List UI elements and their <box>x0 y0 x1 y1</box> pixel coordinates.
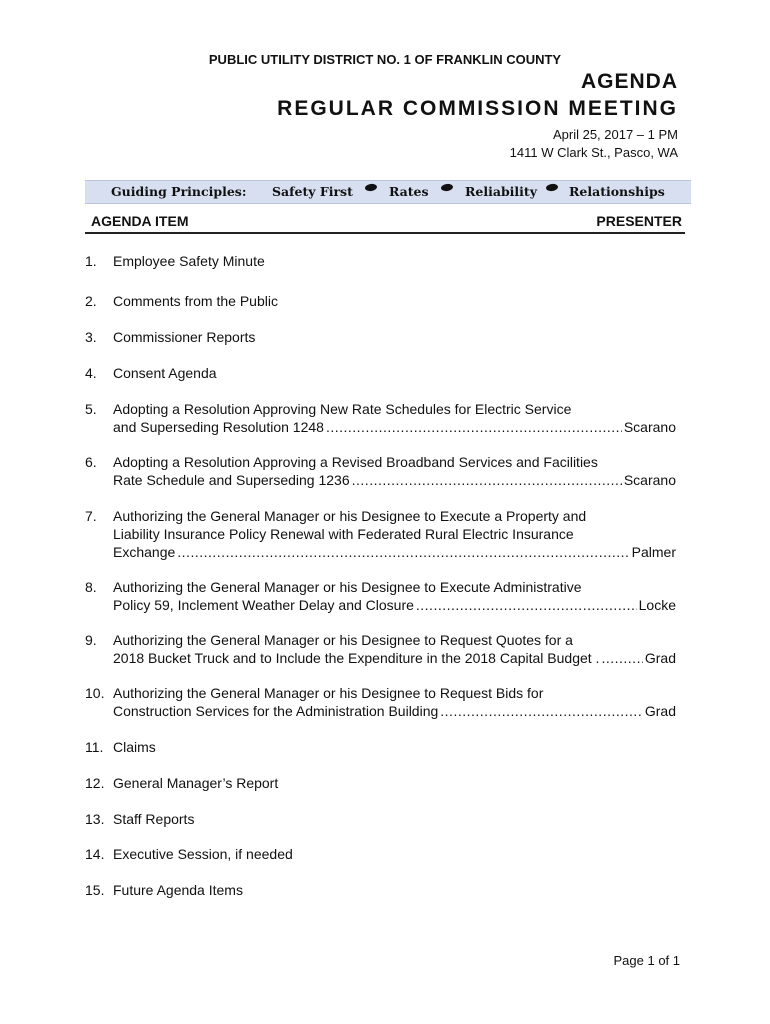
principle-rates: Rates <box>389 184 429 199</box>
agenda-item-number: 14. <box>85 846 105 862</box>
agenda-item-number: 11. <box>85 739 104 755</box>
guiding-principles-label: Guiding Principles: <box>111 184 247 199</box>
dot-leader <box>326 418 622 436</box>
agenda-item-text <box>113 400 676 436</box>
agenda-item-line: Executive Session, if needed <box>113 846 293 862</box>
meeting-title: REGULAR COMMISSION MEETING <box>277 97 678 120</box>
dot-leader <box>416 596 637 614</box>
dot-leader <box>352 471 622 489</box>
agenda-item-line: and Superseding Resolution 1248 <box>113 419 324 435</box>
agenda-title: AGENDA <box>580 70 678 93</box>
agenda-item-number: 6. <box>85 454 97 470</box>
agenda-item-number: 8. <box>85 579 97 595</box>
agenda-item-number: 10. <box>85 685 105 701</box>
agenda-item-text <box>113 292 676 310</box>
agenda-item-number: 4. <box>85 365 97 381</box>
agenda-item-presenter: Scarano <box>623 419 676 435</box>
agenda-item-line: Construction Services for the Administration Building <box>113 703 439 719</box>
agenda-item-line: Authorizing the General Manager or his Designee to Request Bids for <box>113 685 544 701</box>
agenda-item-header: AGENDA ITEM <box>91 213 189 229</box>
agenda-item-text <box>113 738 676 756</box>
agenda-item-line: Adopting a Resolution Approving a Revised Broadband Services and Facilities <box>113 454 598 470</box>
agenda-item-text <box>113 684 676 720</box>
agenda-item-line: Future Agenda Items <box>113 882 243 898</box>
agenda-item-line: Authorizing the General Manager or his Designee to Request Quotes for a <box>113 632 573 648</box>
agenda-item-presenter: Grad <box>644 703 676 719</box>
district-name: PUBLIC UTILITY DISTRICT NO. 1 OF FRANKLIN COUNTY <box>208 52 562 67</box>
agenda-item-text <box>113 631 676 667</box>
bullet-icon <box>441 183 454 192</box>
agenda-item-presenter-row <box>113 418 676 436</box>
agenda-item-line: Consent Agenda <box>113 365 217 381</box>
presenter-header: PRESENTER <box>596 213 682 229</box>
agenda-item-line: Rate Schedule and Superseding 1236 <box>113 472 350 488</box>
agenda-item-presenter: Scarano <box>623 472 676 488</box>
agenda-item-presenter-row <box>113 649 676 667</box>
agenda-item-line: 2018 Bucket Truck and to Include the Expenditure in the 2018 Capital Budget . <box>113 650 600 666</box>
agenda-item-text <box>113 252 676 270</box>
agenda-item-text <box>113 453 676 489</box>
agenda-item-presenter: Palmer <box>631 544 676 560</box>
agenda-item-line: Commissioner Reports <box>113 329 256 345</box>
agenda-item-text <box>113 774 676 792</box>
agenda-item-number: 1. <box>85 253 97 269</box>
agenda-item-line: Comments from the Public <box>113 293 278 309</box>
agenda-item-number: 9. <box>85 632 97 648</box>
agenda-item-line: Authorizing the General Manager or his Designee to Execute Administrative <box>113 579 582 595</box>
agenda-item-presenter-row <box>113 471 676 489</box>
agenda-item-line: Liability Insurance Policy Renewal with Federated Rural Electric Insurance <box>113 526 574 542</box>
bullet-icon <box>365 183 378 192</box>
agenda-item-line: Authorizing the General Manager or his Designee to Execute a Property and <box>113 508 587 524</box>
agenda-item-number: 2. <box>85 293 97 309</box>
dot-leader <box>177 543 629 561</box>
agenda-item-number: 15. <box>85 882 105 898</box>
agenda-item-line: Staff Reports <box>113 811 195 827</box>
principle-relationships: Relationships <box>569 184 665 199</box>
agenda-item-line: Policy 59, Inclement Weather Delay and Closure <box>113 597 414 613</box>
agenda-item-text <box>113 578 676 614</box>
principle-safety-first: Safety First <box>272 184 353 199</box>
agenda-item-text <box>113 881 676 899</box>
agenda-item-line: Adopting a Resolution Approving New Rate Schedules for Electric Service <box>113 401 572 417</box>
agenda-item-line: General Manager’s Report <box>113 775 279 791</box>
agenda-item-text <box>113 507 676 561</box>
agenda-item-line: Claims <box>113 739 156 755</box>
dot-leader <box>440 702 643 720</box>
agenda-item-presenter: Locke <box>638 597 676 613</box>
agenda-item-line: Employee Safety Minute <box>113 253 265 269</box>
agenda-item-number: 13. <box>85 811 105 827</box>
guiding-principles-bar <box>85 180 691 204</box>
bullet-icon <box>546 183 559 192</box>
agenda-item-number: 7. <box>85 508 97 524</box>
agenda-item-number: 12. <box>85 775 105 791</box>
agenda-item-number: 5. <box>85 401 97 417</box>
header-rule <box>85 232 685 234</box>
agenda-item-text <box>113 810 676 828</box>
agenda-item-number: 3. <box>85 329 97 345</box>
agenda-item-text <box>113 845 676 863</box>
dot-leader <box>601 649 642 667</box>
agenda-item-presenter: Grad <box>644 650 676 666</box>
meeting-address: 1411 W Clark St., Pasco, WA <box>509 145 678 160</box>
agenda-item-text <box>113 328 676 346</box>
agenda-item-presenter-row <box>113 543 676 561</box>
meeting-date: April 25, 2017 – 1 PM <box>552 127 678 142</box>
principle-reliability: Reliability <box>465 184 537 199</box>
agenda-item-presenter-row <box>113 702 676 720</box>
agenda-item-presenter-row <box>113 596 676 614</box>
agenda-item-text <box>113 364 676 382</box>
agenda-item-line: Exchange <box>113 544 176 560</box>
page-number: Page 1 of 1 <box>613 953 680 968</box>
